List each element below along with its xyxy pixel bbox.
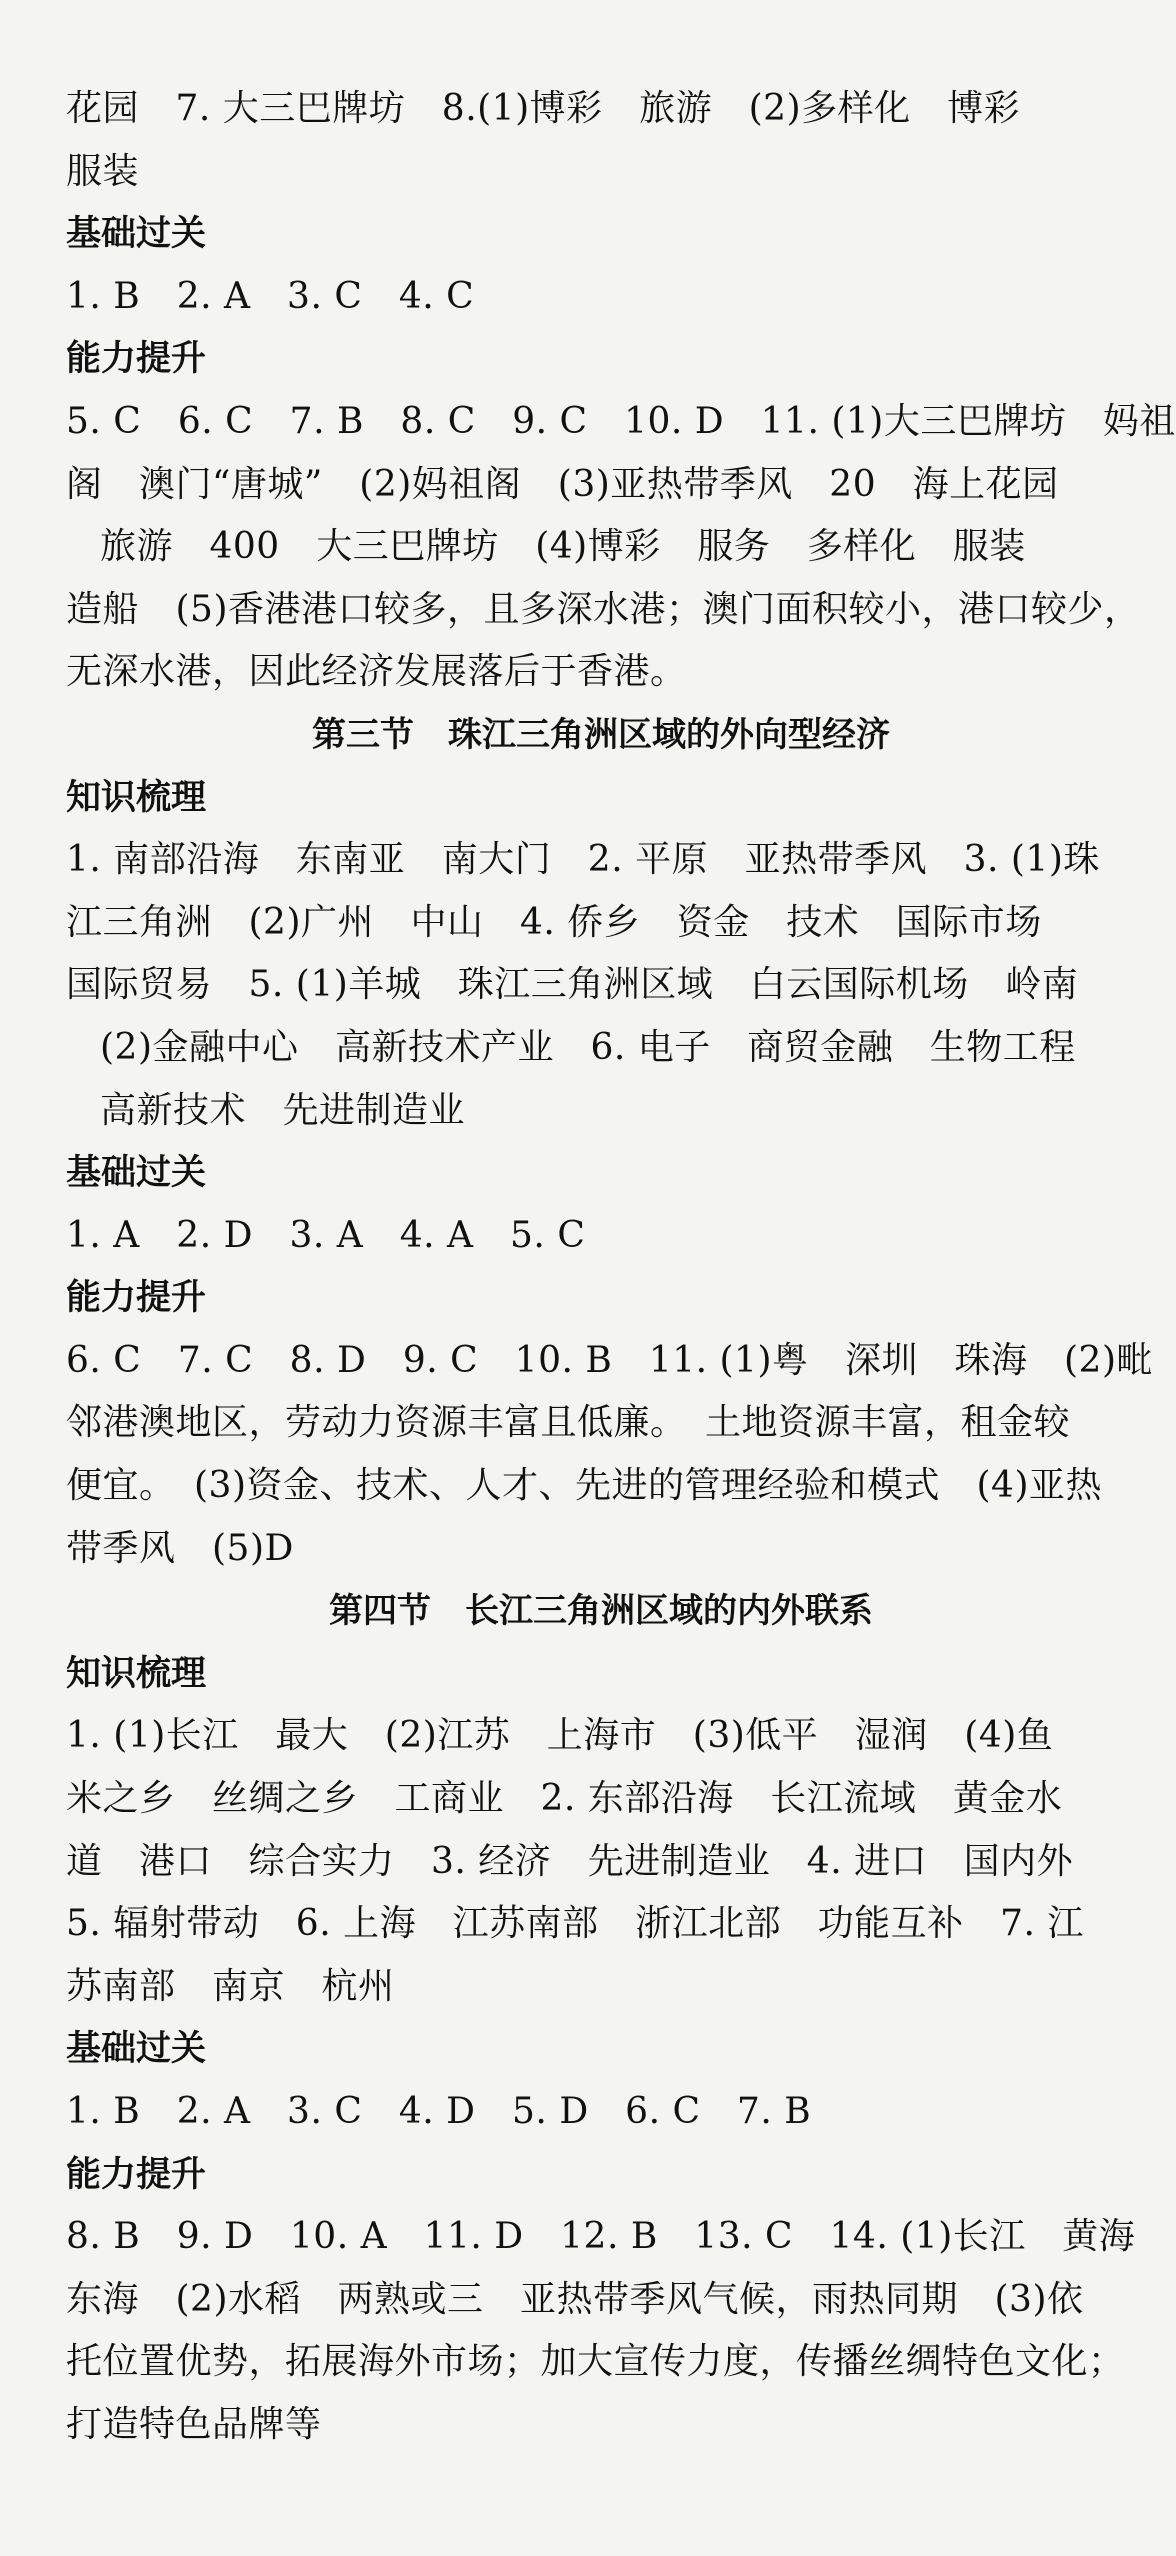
answer-line: 8. B 9. D 10. A 11. D 12. B 13. C 14. (1)长江 黄海 — [66, 2216, 1136, 2258]
answer-line: 1. (1)长江 最大 (2)江苏 上海市 (3)低平 湿润 (4)鱼 — [66, 1715, 1054, 1757]
subsection-heading: 基础过关 — [66, 1153, 207, 1194]
answer-line: 旅游 400 大三巴牌坊 (4)博彩 服务 多样化 服装 — [100, 526, 1026, 568]
subsection-heading: 知识梳理 — [66, 777, 207, 818]
subsection-heading: 能力提升 — [66, 1278, 207, 1319]
answer-line: 苏南部 南京 杭州 — [66, 1965, 395, 2007]
subsection-heading: 基础过关 — [66, 214, 207, 255]
answer-line: 托位置优势，拓展海外市场；加大宣传力度，传播丝绸特色文化； — [66, 2341, 1125, 2383]
section-title: 第三节 珠江三角洲区域的外向型经济 — [312, 714, 890, 755]
answer-line: 6. C 7. C 8. D 9. C 10. B 11. (1)粤 深圳 珠海 (2)毗 — [66, 1339, 1153, 1381]
answer-line: 阁 澳门“唐城” (2)妈祖阁 (3)亚热带季风 20 海上花园 — [66, 463, 1059, 505]
answer-line: 道 港口 综合实力 3. 经济 先进制造业 4. 进口 国内外 — [66, 1840, 1074, 1882]
answer-line: 米之乡 丝绸之乡 工商业 2. 东部沿海 长江流域 黄金水 — [66, 1778, 1063, 1820]
answer-line: 5. 辐射带动 6. 上海 江苏南部 浙江北部 功能互补 7. 江 — [66, 1903, 1084, 1945]
answer-line: (2)金融中心 高新技术产业 6. 电子 商贸金融 生物工程 — [100, 1026, 1076, 1068]
answer-line: 国际贸易 5. (1)羊城 珠江三角洲区域 白云国际机场 岭南 — [66, 964, 1079, 1006]
answer-line: 便宜。 (3)资金、技术、人才、先进的管理经验和模式 (4)亚热 — [66, 1465, 1102, 1507]
answer-line: 东海 (2)水稻 两熟或三 亚热带季风气候，雨热同期 (3)依 — [66, 2278, 1084, 2320]
answer-line: 造船 (5)香港港口较多，且多深水港；澳门面积较小，港口较少， — [66, 588, 1141, 630]
answer-line: 打造特色品牌等 — [66, 2403, 322, 2445]
answer-line: 花园 7. 大三巴牌坊 8.(1)博彩 旅游 (2)多样化 博彩 — [66, 88, 1021, 129]
subsection-heading: 基础过关 — [66, 2029, 207, 2070]
subsection-heading: 能力提升 — [66, 2154, 207, 2195]
answer-line: 高新技术 先进制造业 — [100, 1089, 466, 1131]
answer-line: 1. A 2. D 3. A 4. A 5. C — [66, 1214, 586, 1256]
answer-line: 5. C 6. C 7. B 8. C 9. C 10. D 11. (1)大三巴牌坊 妈祖 — [66, 400, 1176, 442]
answer-line: 邻港澳地区，劳动力资源丰富且低廉。 土地资源丰富，租金较 — [66, 1402, 1071, 1444]
answer-line: 1. B 2. A 3. C 4. C — [66, 275, 475, 317]
answer-line: 带季风 (5)D — [66, 1527, 294, 1569]
section-title: 第四节 长江三角洲区域的内外联系 — [329, 1591, 873, 1632]
answer-line: 服装 — [66, 150, 140, 192]
answer-line: 1. 南部沿海 东南亚 南大门 2. 平原 亚热带季风 3. (1)珠 — [66, 839, 1100, 881]
subsection-heading: 知识梳理 — [66, 1653, 207, 1694]
answer-line: 无深水港，因此经济发展落后于香港。 — [66, 651, 687, 693]
subsection-heading: 能力提升 — [66, 339, 207, 380]
answer-line: 江三角洲 (2)广州 中山 4. 侨乡 资金 技术 国际市场 — [66, 901, 1042, 943]
answer-content — [66, 78, 1176, 2457]
answer-line: 1. B 2. A 3. C 4. D 5. D 6. C 7. B — [66, 2091, 812, 2132]
